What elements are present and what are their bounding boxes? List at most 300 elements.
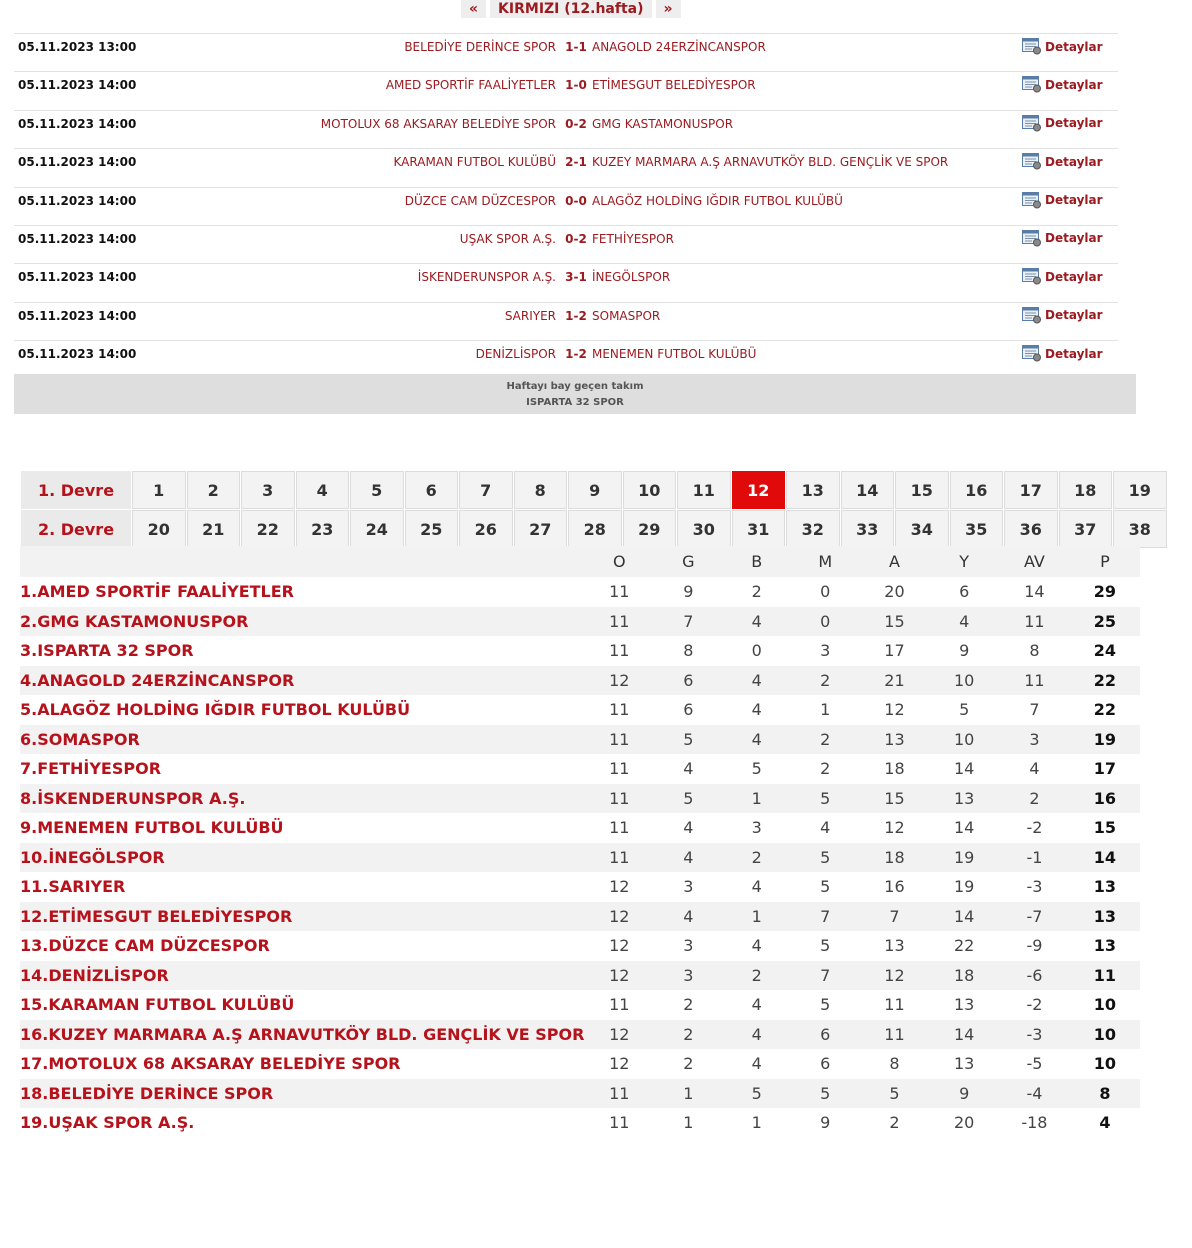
- goals-for-cell: 8: [889, 1054, 900, 1074]
- standings-row: [20, 1049, 1140, 1079]
- week-11-button[interactable]: 11: [677, 471, 731, 509]
- goal-difference-cell: 14: [1024, 582, 1045, 602]
- fixtures-list: [14, 33, 1118, 379]
- week-21-button[interactable]: 21: [187, 510, 241, 548]
- details-link[interactable]: [1022, 115, 1103, 132]
- away-team-link[interactable]: İNEGÖLSPOR: [592, 270, 671, 285]
- bye-label: Haftayı bay geçen takım: [506, 381, 644, 392]
- standings-row: [20, 813, 1140, 843]
- week-8-button[interactable]: 8: [514, 471, 568, 509]
- standings-row: [20, 931, 1140, 961]
- team-name-link[interactable]: 4.ANAGOLD 24ERZİNCANSPOR: [20, 666, 584, 696]
- points-header: P: [1070, 546, 1140, 577]
- drawn-cell: 1: [723, 784, 791, 814]
- won-cell: 1: [654, 1079, 723, 1109]
- goals-against-header: Y: [929, 546, 999, 577]
- week-20-button[interactable]: 20: [132, 510, 186, 548]
- goals-against-cell: 6: [959, 582, 970, 602]
- details-icon: [1022, 38, 1042, 55]
- played-cell: 11: [609, 582, 630, 602]
- goal-difference-cell: 4: [1029, 759, 1040, 779]
- team-name-link[interactable]: 5.ALAGÖZ HOLDİNG IĞDIR FUTBOL KULÜBÜ: [20, 700, 411, 720]
- details-label: Detaylar: [1045, 39, 1103, 54]
- team-name-link[interactable]: 2.GMG KASTAMONUSPOR: [20, 607, 584, 637]
- away-team-link[interactable]: ALAGÖZ HOLDİNG IĞDIR FUTBOL KULÜBÜ: [592, 193, 843, 208]
- week-22-button[interactable]: 22: [241, 510, 295, 548]
- week-32-button[interactable]: 32: [786, 510, 840, 548]
- lost-cell: 2: [791, 725, 860, 755]
- goal-difference-cell: 2: [999, 784, 1070, 814]
- points-cell: 22: [1093, 700, 1117, 720]
- week-6-button[interactable]: 6: [405, 471, 459, 509]
- team-name-link[interactable]: 13.DÜZCE CAM DÜZCESPOR: [20, 936, 270, 956]
- drawn-cell: 4: [751, 1054, 762, 1074]
- home-team-link[interactable]: AMED SPORTİF FAALİYETLER: [385, 78, 556, 93]
- team-name-link[interactable]: 17.MOTOLUX 68 AKSARAY BELEDİYE SPOR: [20, 1054, 401, 1074]
- played-cell: 11: [609, 759, 630, 779]
- next-week-button[interactable]: »: [656, 0, 681, 18]
- won-cell: 5: [654, 725, 723, 755]
- week-27-button[interactable]: 27: [514, 510, 568, 548]
- match-date: 05.11.2023 14:00: [18, 231, 137, 246]
- details-link[interactable]: [1022, 230, 1103, 247]
- team-name-link[interactable]: 19.UŞAK SPOR A.Ş.: [20, 1113, 195, 1133]
- team-name-link[interactable]: 16.KUZEY MARMARA A.Ş ARNAVUTKÖY BLD. GENÇLİK VE SPOR: [20, 1020, 584, 1050]
- first-half-label: 1. Devre: [21, 471, 131, 509]
- goals-against-cell: 5: [959, 700, 970, 720]
- details-icon: [1022, 153, 1042, 170]
- goal-difference-cell: 8: [1029, 641, 1040, 661]
- lost-cell: 2: [820, 759, 831, 779]
- lost-cell: 1: [820, 700, 831, 720]
- drawn-cell: 0: [751, 641, 762, 661]
- goals-for-cell: 7: [860, 902, 930, 932]
- played-cell: 11: [609, 818, 630, 838]
- away-team-link[interactable]: FETHİYESPOR: [592, 231, 674, 246]
- home-team-link[interactable]: BELEDİYE DERİNCE SPOR: [404, 40, 556, 54]
- points-cell: 10: [1093, 1054, 1117, 1074]
- standings-row: [20, 607, 1140, 637]
- fixture-row: [14, 33, 1118, 71]
- points-cell: 10: [1093, 995, 1117, 1015]
- goal-difference-cell: 3: [999, 725, 1070, 755]
- fixture-row: [14, 340, 1118, 378]
- details-link[interactable]: [1022, 345, 1103, 362]
- points-cell: 16: [1070, 784, 1140, 814]
- drawn-cell: 4: [723, 1020, 791, 1050]
- home-team-link[interactable]: SARIYER: [504, 308, 556, 323]
- team-name-link[interactable]: 11.SARIYER: [20, 877, 126, 897]
- team-name-link[interactable]: 10.İNEGÖLSPOR: [20, 843, 584, 873]
- week-5-button[interactable]: 5: [350, 471, 404, 509]
- played-cell: 11: [609, 641, 630, 661]
- drawn-cell: 5: [723, 1079, 791, 1109]
- team-name-link[interactable]: 8.İSKENDERUNSPOR A.Ş.: [20, 784, 584, 814]
- played-cell: 11: [584, 843, 654, 873]
- drawn-cell: 2: [751, 582, 762, 602]
- drawn-cell: 4: [751, 700, 762, 720]
- standings-row: [20, 1079, 1140, 1109]
- goals-against-cell: 14: [929, 1020, 999, 1050]
- week-13-button[interactable]: 13: [786, 471, 840, 509]
- week-23-button[interactable]: 23: [296, 510, 350, 548]
- match-date: 05.11.2023 13:00: [18, 40, 137, 54]
- standings-row: [20, 902, 1140, 932]
- fixture-row: [14, 187, 1118, 225]
- goals-for-cell: 12: [884, 700, 905, 720]
- goals-against-cell: 4: [929, 607, 999, 637]
- goals-for-cell: 17: [884, 641, 905, 661]
- won-cell: 2: [654, 1020, 723, 1050]
- drawn-cell: 5: [751, 759, 762, 779]
- details-label: Detaylar: [1045, 269, 1103, 284]
- won-cell: 6: [654, 666, 723, 696]
- won-cell: 4: [683, 818, 694, 838]
- won-cell: 3: [683, 936, 694, 956]
- goals-against-cell: 9: [929, 1079, 999, 1109]
- match-date: 05.11.2023 14:00: [18, 116, 137, 131]
- details-icon: [1022, 192, 1042, 209]
- goals-against-cell: 20: [953, 1113, 975, 1133]
- played-header: O: [584, 546, 654, 577]
- fixture-row: [14, 263, 1118, 301]
- won-header: G: [654, 546, 723, 577]
- played-cell: 11: [584, 725, 654, 755]
- team-name-link[interactable]: 14.DENİZLİSPOR: [20, 961, 584, 991]
- points-cell: 13: [1070, 902, 1140, 932]
- goal-difference-cell: -3: [999, 1020, 1070, 1050]
- week-19-button[interactable]: 19: [1113, 471, 1167, 509]
- goal-difference-cell: -4: [999, 1079, 1070, 1109]
- team-name-link[interactable]: 15.KARAMAN FUTBOL KULÜBÜ: [20, 995, 295, 1015]
- week-2-button[interactable]: 2: [187, 471, 241, 509]
- details-link[interactable]: [1022, 268, 1103, 285]
- details-label: Detaylar: [1045, 231, 1103, 246]
- details-label: Detaylar: [1045, 154, 1103, 169]
- match-score[interactable]: 0-2: [565, 231, 587, 246]
- won-cell: 6: [683, 700, 694, 720]
- points-cell: 15: [1093, 818, 1117, 838]
- away-team-link[interactable]: ETİMESGUT BELEDİYESPOR: [592, 78, 756, 93]
- lost-cell: 7: [791, 902, 860, 932]
- week-selector: [20, 470, 1168, 549]
- team-name-link[interactable]: 18.BELEDİYE DERİNCE SPOR: [20, 1079, 584, 1109]
- match-score[interactable]: 0-0: [565, 193, 587, 208]
- lost-cell: 5: [791, 1079, 860, 1109]
- standings-row: [20, 754, 1140, 784]
- goal-difference-cell: -7: [999, 902, 1070, 932]
- match-date: 05.11.2023 14:00: [18, 347, 137, 362]
- goals-against-cell: 19: [929, 843, 999, 873]
- played-cell: 12: [584, 666, 654, 696]
- details-icon: [1022, 230, 1042, 247]
- points-cell: 13: [1093, 936, 1117, 956]
- goals-for-cell: 16: [884, 877, 905, 897]
- goal-difference-cell: -2: [1026, 818, 1043, 838]
- standings-row: [20, 990, 1140, 1020]
- points-cell: 22: [1070, 666, 1140, 696]
- week-26-button[interactable]: 26: [459, 510, 513, 548]
- standings-row: [20, 961, 1140, 991]
- lost-cell: 5: [820, 936, 831, 956]
- goal-difference-header: AV: [999, 546, 1070, 577]
- lost-header: M: [791, 546, 860, 577]
- played-cell: 12: [609, 936, 630, 956]
- week-3-button[interactable]: 3: [241, 471, 295, 509]
- standings-row: [20, 577, 1140, 607]
- lost-cell: 9: [820, 1113, 831, 1133]
- won-cell: 4: [654, 902, 723, 932]
- points-cell: 25: [1070, 607, 1140, 637]
- drawn-header: B: [723, 546, 791, 577]
- week-10-button[interactable]: 10: [623, 471, 677, 509]
- week-36-button[interactable]: 36: [1004, 510, 1058, 548]
- week-38-button[interactable]: 38: [1113, 510, 1167, 548]
- goals-for-cell: 13: [884, 936, 905, 956]
- goals-for-cell: 18: [884, 759, 905, 779]
- bye-team: ISPARTA 32 SPOR: [526, 397, 624, 408]
- details-link[interactable]: [1022, 76, 1103, 93]
- fixture-row: [14, 71, 1118, 109]
- details-link[interactable]: [1022, 307, 1103, 324]
- week-title: KIRMIZI (12.hafta): [490, 0, 651, 18]
- goals-for-cell: 15: [860, 784, 930, 814]
- won-cell: 2: [683, 995, 694, 1015]
- away-team-link[interactable]: SOMASPOR: [592, 308, 661, 323]
- match-score[interactable]: 1-1: [565, 40, 587, 54]
- points-cell: 29: [1093, 582, 1117, 602]
- lost-cell: 5: [820, 995, 831, 1015]
- points-cell: 17: [1093, 759, 1117, 779]
- goals-for-cell: 18: [860, 843, 930, 873]
- details-icon: [1022, 115, 1042, 132]
- won-cell: 2: [683, 1054, 694, 1074]
- week-7-button[interactable]: 7: [459, 471, 513, 509]
- goals-for-cell: 21: [860, 666, 930, 696]
- team-name-link[interactable]: 3.ISPARTA 32 SPOR: [20, 641, 194, 661]
- goals-for-cell: 12: [884, 818, 905, 838]
- week-17-button[interactable]: 17: [1004, 471, 1058, 509]
- drawn-cell: 4: [751, 936, 762, 956]
- played-cell: 12: [584, 1020, 654, 1050]
- week-15-button[interactable]: 15: [895, 471, 949, 509]
- fixture-row: [14, 225, 1118, 263]
- team-column-header: [20, 546, 584, 577]
- drawn-cell: 4: [723, 725, 791, 755]
- standings-row: [20, 1108, 1140, 1138]
- goal-difference-cell: -6: [999, 961, 1070, 991]
- goals-against-cell: 10: [929, 725, 999, 755]
- week-9-button[interactable]: 9: [568, 471, 622, 509]
- goal-difference-cell: -1: [999, 843, 1070, 873]
- goals-for-cell: 11: [860, 1020, 930, 1050]
- away-team-link[interactable]: MENEMEN FUTBOL KULÜBÜ: [592, 347, 757, 362]
- goals-against-cell: 13: [953, 995, 975, 1015]
- lost-cell: 7: [791, 961, 860, 991]
- week-34-button[interactable]: 34: [895, 510, 949, 548]
- week-1-button[interactable]: 1: [132, 471, 186, 509]
- standings-row: [20, 636, 1140, 666]
- standings-row: [20, 872, 1140, 902]
- goal-difference-cell: 7: [1029, 700, 1040, 720]
- played-cell: 11: [584, 1079, 654, 1109]
- home-team-link[interactable]: DENİZLİSPOR: [475, 347, 556, 362]
- goals-against-cell: 19: [953, 877, 975, 897]
- bye-team-box: [14, 374, 1136, 414]
- goals-for-cell: 12: [860, 961, 930, 991]
- lost-cell: 2: [791, 666, 860, 696]
- played-cell: 11: [584, 784, 654, 814]
- week-37-button[interactable]: 37: [1059, 510, 1113, 548]
- details-link[interactable]: [1022, 153, 1103, 170]
- played-cell: 12: [584, 961, 654, 991]
- home-team-link[interactable]: DÜZCE CAM DÜZCESPOR: [404, 193, 556, 208]
- week-16-button[interactable]: 16: [950, 471, 1004, 509]
- goal-difference-cell: -5: [1026, 1054, 1043, 1074]
- second-half-label: 2. Devre: [21, 510, 131, 548]
- home-team-link[interactable]: İSKENDERUNSPOR A.Ş.: [417, 270, 556, 285]
- drawn-cell: 1: [751, 1113, 762, 1133]
- team-name-link[interactable]: 9.MENEMEN FUTBOL KULÜBÜ: [20, 818, 284, 838]
- details-icon: [1022, 307, 1042, 324]
- home-team-link[interactable]: KARAMAN FUTBOL KULÜBÜ: [393, 155, 556, 170]
- details-icon: [1022, 268, 1042, 285]
- details-link[interactable]: [1022, 38, 1103, 55]
- points-cell: 10: [1070, 1020, 1140, 1050]
- won-cell: 8: [683, 641, 694, 661]
- goals-against-cell: 9: [959, 641, 970, 661]
- fixture-row: [14, 148, 1118, 186]
- standings-table: [20, 546, 1140, 1138]
- standings-row: [20, 843, 1140, 873]
- drawn-cell: 4: [751, 877, 762, 897]
- won-cell: 7: [654, 607, 723, 637]
- goals-for-header: A: [860, 546, 930, 577]
- week-29-button[interactable]: 29: [623, 510, 677, 548]
- week-31-button[interactable]: 31: [732, 510, 786, 548]
- lost-cell: 6: [820, 1054, 831, 1074]
- won-cell: 3: [683, 877, 694, 897]
- week-4-button[interactable]: 4: [296, 471, 350, 509]
- lost-cell: 5: [791, 784, 860, 814]
- week-24-button[interactable]: 24: [350, 510, 404, 548]
- goal-difference-cell: -3: [1026, 877, 1043, 897]
- lost-cell: 0: [791, 607, 860, 637]
- standings-row: [20, 666, 1140, 696]
- goals-against-cell: 13: [953, 1054, 975, 1074]
- points-cell: 19: [1070, 725, 1140, 755]
- match-score[interactable]: 1-0: [565, 78, 587, 93]
- standings-row: [20, 695, 1140, 725]
- match-score[interactable]: 2-1: [565, 155, 587, 170]
- goal-difference-cell: -2: [1026, 995, 1043, 1015]
- week-35-button[interactable]: 35: [950, 510, 1004, 548]
- goals-against-cell: 14: [929, 902, 999, 932]
- prev-week-button[interactable]: «: [461, 0, 486, 18]
- week-25-button[interactable]: 25: [405, 510, 459, 548]
- team-name-link[interactable]: 7.FETHİYESPOR: [20, 759, 162, 779]
- goals-for-cell: 5: [860, 1079, 930, 1109]
- week-28-button[interactable]: 28: [568, 510, 622, 548]
- points-cell: 11: [1070, 961, 1140, 991]
- goals-against-cell: 14: [953, 759, 975, 779]
- week-12-button[interactable]: 12: [732, 471, 786, 509]
- away-team-link[interactable]: ANAGOLD 24ERZİNCANSPOR: [592, 40, 766, 54]
- goals-for-cell: 2: [889, 1113, 900, 1133]
- goals-against-cell: 13: [929, 784, 999, 814]
- points-cell: 4: [1099, 1113, 1111, 1133]
- won-cell: 4: [683, 759, 694, 779]
- goals-for-cell: 15: [860, 607, 930, 637]
- won-cell: 3: [654, 961, 723, 991]
- match-date: 05.11.2023 14:00: [18, 78, 137, 93]
- home-team-link[interactable]: MOTOLUX 68 AKSARAY BELEDİYE SPOR: [320, 116, 556, 131]
- standings-row: [20, 1020, 1140, 1050]
- match-score[interactable]: 1-2: [565, 308, 587, 323]
- details-label: Detaylar: [1045, 308, 1103, 323]
- fixture-row: [14, 302, 1118, 340]
- away-team-link[interactable]: GMG KASTAMONUSPOR: [592, 116, 734, 131]
- goal-difference-cell: -9: [1026, 936, 1043, 956]
- points-cell: 14: [1070, 843, 1140, 873]
- standings-row: [20, 725, 1140, 755]
- match-date: 05.11.2023 14:00: [18, 155, 137, 170]
- played-cell: 11: [609, 1113, 630, 1133]
- lost-cell: 5: [791, 843, 860, 873]
- details-label: Detaylar: [1045, 346, 1103, 361]
- played-cell: 11: [609, 700, 630, 720]
- goals-for-cell: 13: [860, 725, 930, 755]
- match-date: 05.11.2023 14:00: [18, 270, 137, 285]
- drawn-cell: 1: [723, 902, 791, 932]
- played-cell: 12: [609, 877, 630, 897]
- goals-for-cell: 20: [884, 582, 905, 602]
- details-icon: [1022, 345, 1042, 362]
- details-link[interactable]: [1022, 192, 1103, 209]
- match-date: 05.11.2023 14:00: [18, 193, 137, 208]
- played-cell: 12: [584, 902, 654, 932]
- away-team-link[interactable]: KUZEY MARMARA A.Ş ARNAVUTKÖY BLD. GENÇLİK VE SPOR: [592, 155, 949, 170]
- team-name-link[interactable]: 1.AMED SPORTİF FAALİYETLER: [20, 582, 294, 602]
- goals-against-cell: 22: [953, 936, 975, 956]
- points-cell: 13: [1093, 877, 1117, 897]
- week-14-button[interactable]: 14: [841, 471, 895, 509]
- won-cell: 5: [654, 784, 723, 814]
- week-30-button[interactable]: 30: [677, 510, 731, 548]
- drawn-cell: 4: [723, 666, 791, 696]
- goals-for-cell: 11: [884, 995, 905, 1015]
- lost-cell: 5: [820, 877, 831, 897]
- lost-cell: 0: [820, 582, 831, 602]
- fixture-row: [14, 110, 1118, 148]
- week-33-button[interactable]: 33: [841, 510, 895, 548]
- goals-against-cell: 18: [929, 961, 999, 991]
- match-score[interactable]: 3-1: [565, 270, 587, 285]
- match-score[interactable]: 0-2: [565, 116, 587, 131]
- goal-difference-cell: 11: [999, 666, 1070, 696]
- details-label: Detaylar: [1045, 77, 1103, 92]
- team-name-link[interactable]: 12.ETİMESGUT BELEDİYESPOR: [20, 902, 584, 932]
- lost-cell: 3: [820, 641, 831, 661]
- team-name-link[interactable]: 6.SOMASPOR: [20, 725, 584, 755]
- week-navigation: [461, 0, 681, 18]
- drawn-cell: 2: [723, 961, 791, 991]
- points-cell: 24: [1093, 641, 1117, 661]
- week-18-button[interactable]: 18: [1059, 471, 1113, 509]
- lost-cell: 4: [820, 818, 831, 838]
- home-team-link[interactable]: UŞAK SPOR A.Ş.: [459, 231, 556, 246]
- match-score[interactable]: 1-2: [565, 347, 587, 362]
